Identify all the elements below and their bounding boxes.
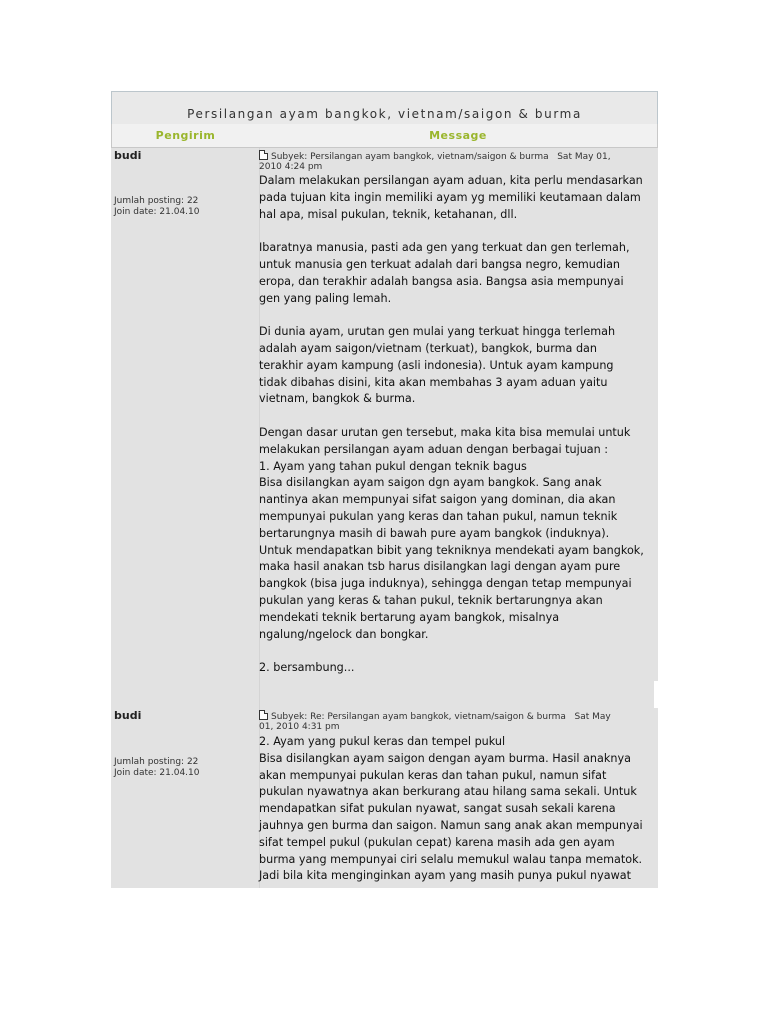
post-date: Sat May 01, bbox=[557, 152, 611, 162]
post-paragraph: 2. Ayam yang pukul keras dan tempel pukul Bisa disilangkan ayam saigon dengan ayam burma. Hasil anaknya akan mempunyai pukulan keras dan tahan pukul, namun sifat pukulan nyawatnya akan berkurang atau hilang sama sekali. Untuk mendapatkan sifat pukulan nyawat, sangat susah sekali karena jauhnya gen burma dan saigon. Namun sang anak akan mempunyai sifat tempel pukul (pukulan cepat) karena masih ada gen ayam burma yang mempunyai ciri selalu memukul walau tanpa mematok. Jadi bila kita menginginkan ayam yang masih punya pukul nyawat bbox=[259, 735, 643, 883]
post-author-info bbox=[114, 196, 200, 218]
column-header-message: Message bbox=[259, 124, 658, 148]
post-paragraph: Ibaratnya manusia, pasti ada gen yang terkuat dan gen terlemah, untuk manusia gen terkuat adalah dari bangsa negro, kemudian eropa, dan terakhir adalah bangsa asia. Bangsa asia mempunyai gen yang paling lemah. bbox=[259, 241, 630, 305]
post-document-icon[interactable] bbox=[259, 150, 268, 160]
post-paragraph: Di dunia ayam, urutan gen mulai yang terkuat hingga terlemah adalah ayam saigon/vietnam (terkuat), bangkok, burma dan terakhir ayam kampung (asli indonesia). Untuk ayam kampung tidak dibahas disini, kita akan membahas 3 ayam aduan yaitu vietnam, bangkok & burma. bbox=[259, 325, 616, 406]
post-author-name[interactable]: budi bbox=[114, 149, 142, 162]
post-subject[interactable]: Subyek: Re: Persilangan ayam bangkok, vietnam/saigon & burma bbox=[271, 712, 566, 722]
forum-topic-panel bbox=[111, 91, 658, 888]
post-date: Sat May bbox=[574, 712, 611, 722]
row-separator bbox=[654, 681, 658, 708]
post-header bbox=[259, 710, 651, 732]
join-date: Join date: 21.04.10 bbox=[114, 207, 200, 217]
post-body bbox=[259, 734, 654, 885]
column-header-author: Pengirim bbox=[111, 124, 260, 148]
post-date-continued: 2010 4:24 pm bbox=[259, 162, 323, 172]
post-author-info bbox=[114, 757, 200, 779]
post-document-icon[interactable] bbox=[259, 710, 268, 720]
posts-count: Jumlah posting: 22 bbox=[114, 196, 199, 206]
post-header bbox=[259, 150, 651, 172]
posts-count: Jumlah posting: 22 bbox=[114, 757, 199, 767]
post-subject[interactable]: Subyek: Persilangan ayam bangkok, vietnam/saigon & burma bbox=[271, 152, 549, 162]
topic-title-bar bbox=[111, 91, 658, 125]
post-paragraph: 2. bersambung... bbox=[259, 661, 355, 675]
post-author-name[interactable]: budi bbox=[114, 709, 142, 722]
post-paragraph: Dengan dasar urutan gen tersebut, maka kita bisa memulai untuk melakukan persilangan ayam aduan dengan berbagai tujuan : 1. Ayam yang tahan pukul dengan teknik bagus Bisa disilangkan ayam saigon dgn ayam bangkok. Sang anak nantinya akan mempunyai sifat saigon yang dominan, dia akan mempunyai pukulan yang keras dan tahan pukul, namun teknik bertarungnya masih di bawah pure ayam bangkok (induknya). Untuk mendapatkan bibit yang tekniknya mendekati ayam bangkok, maka hasil anakan tsb harus disilangkan lagi dengan ayam pure bangkok (bisa juga induknya), sehingga dengan tetap mempunyai pukulan yang keras & tahan pukul, teknik bertarungnya akan mendekati teknik bertarung ayam bangkok, misalnya ngalung/ngelock dan bongkar. bbox=[259, 425, 644, 641]
topic-title: Persilangan ayam bangkok, vietnam/saigon & burma bbox=[187, 107, 582, 121]
post-date-continued: 01, 2010 4:31 pm bbox=[259, 722, 340, 732]
post-paragraph: Dalam melakukan persilangan ayam aduan, kita perlu mendasarkan pada tujuan kita ingin memiliki ayam yg memiliki keutamaan dalam hal apa, misal pukulan, teknik, ketahanan, dll. bbox=[259, 174, 643, 221]
post-body bbox=[259, 173, 654, 677]
join-date: Join date: 21.04.10 bbox=[114, 768, 200, 778]
